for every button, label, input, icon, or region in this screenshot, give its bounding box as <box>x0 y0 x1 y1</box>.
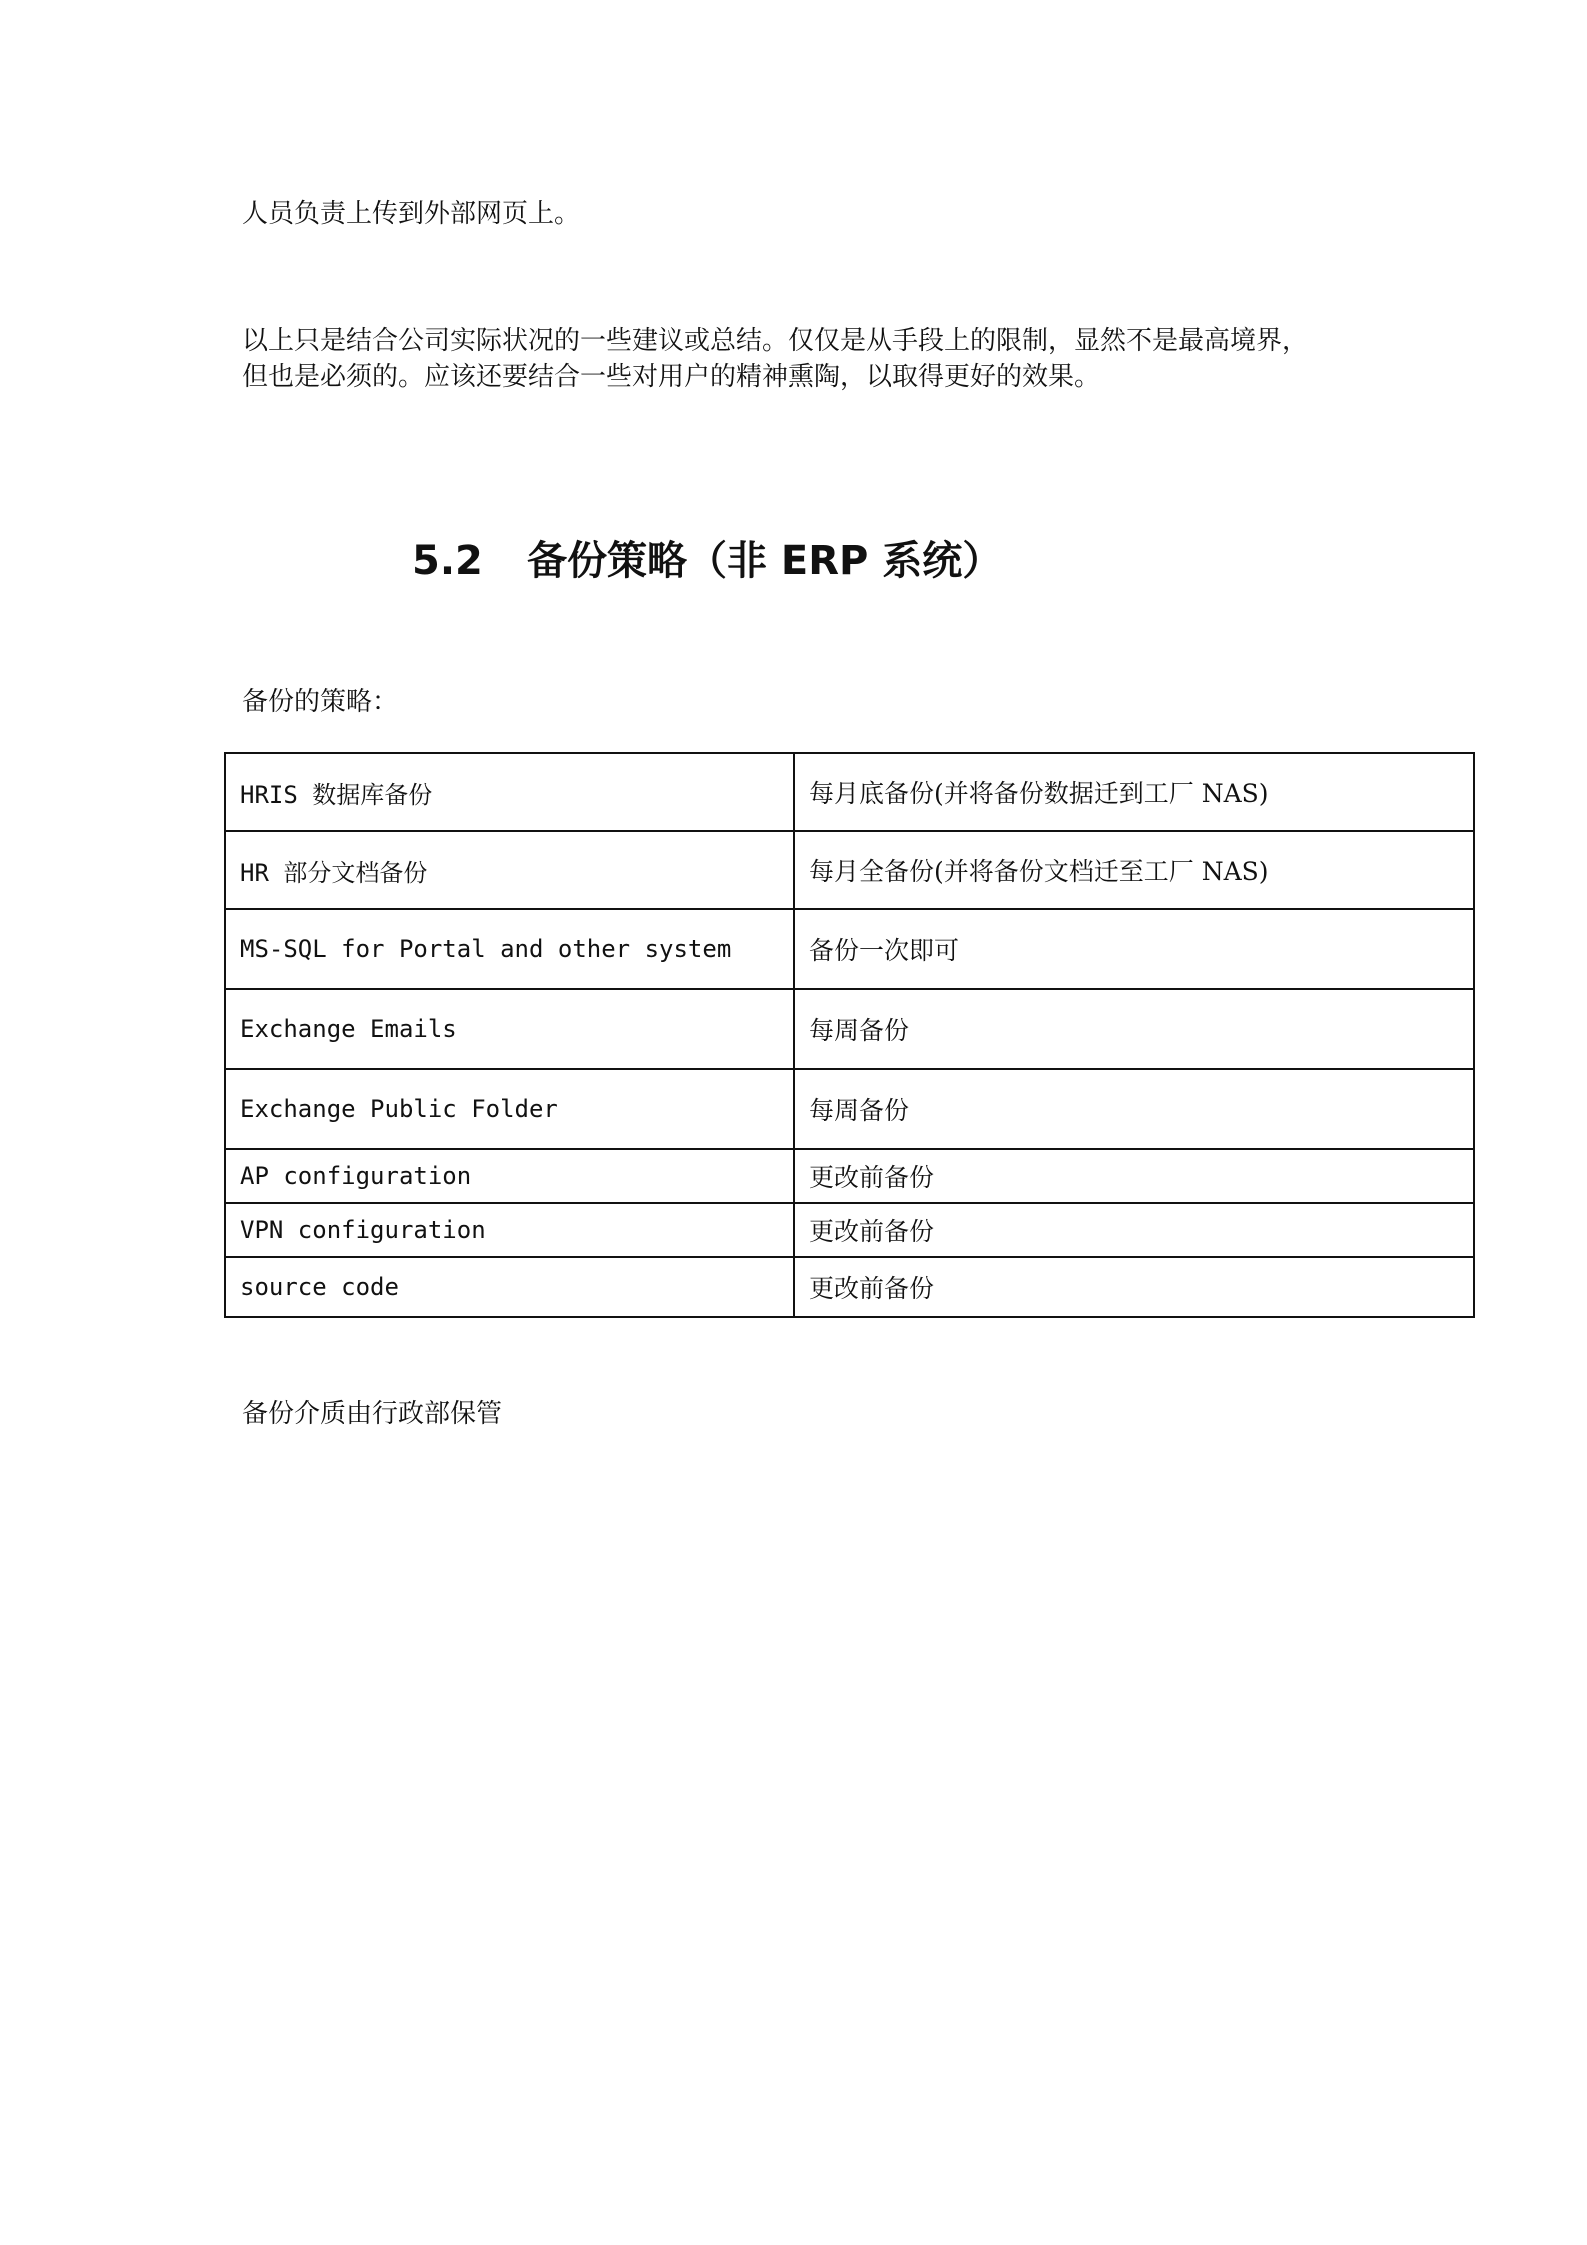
backup-policy-cell: 更改前备份 <box>794 1257 1474 1317</box>
backup-policy-cell: 每周备份 <box>794 989 1474 1069</box>
backup-item-cell: source code <box>225 1257 794 1317</box>
backup-item-cell: Exchange Emails <box>225 989 794 1069</box>
backup-media-note: 备份介质由行政部保管 <box>242 1399 503 1429</box>
backup-policy-cell: 备份一次即可 <box>794 909 1474 989</box>
backup-policy-cell: 更改前备份 <box>794 1203 1474 1257</box>
backup-policy-cell: 更改前备份 <box>794 1149 1474 1203</box>
backup-item-cell: MS-SQL for Portal and other system <box>225 909 794 989</box>
backup-strategy-table <box>224 752 1475 1318</box>
backup-policy-cell: 每周备份 <box>794 1069 1474 1149</box>
table-row <box>225 1069 1474 1149</box>
backup-item-cell: Exchange Public Folder <box>225 1069 794 1149</box>
backup-item-cell: HRIS 数据库备份 <box>225 753 794 831</box>
backup-policy-cell: 每月底备份(并将备份数据迁到工厂 NAS) <box>794 753 1474 831</box>
paragraph-summary-line-2: 但也是必须的。应该还要结合一些对用户的精神熏陶，以取得更好的效果。 <box>242 362 1101 392</box>
table-row <box>225 1257 1474 1317</box>
section-number: 5.2 <box>412 538 483 584</box>
section-title: 备份策略（非 ERP 系统） <box>527 538 1003 584</box>
table-row <box>225 753 1474 831</box>
backup-strategy-intro: 备份的策略： <box>242 687 399 717</box>
table-row <box>225 989 1474 1069</box>
paragraph-upload-note: 人员负责上传到外部网页上。 <box>242 199 581 229</box>
table-row <box>225 909 1474 989</box>
table-row <box>225 1149 1474 1203</box>
backup-item-cell: VPN configuration <box>225 1203 794 1257</box>
backup-item-cell: HR 部分文档备份 <box>225 831 794 909</box>
section-heading <box>412 535 1002 587</box>
backup-item-cell: AP configuration <box>225 1149 794 1203</box>
paragraph-summary <box>242 323 1308 395</box>
table-row <box>225 831 1474 909</box>
table-row <box>225 1203 1474 1257</box>
paragraph-summary-line-1: 以上只是结合公司实际状况的一些建议或总结。仅仅是从手段上的限制，显然不是最高境界， <box>242 326 1309 356</box>
backup-policy-cell: 每月全备份(并将备份文档迁至工厂 NAS) <box>794 831 1474 909</box>
